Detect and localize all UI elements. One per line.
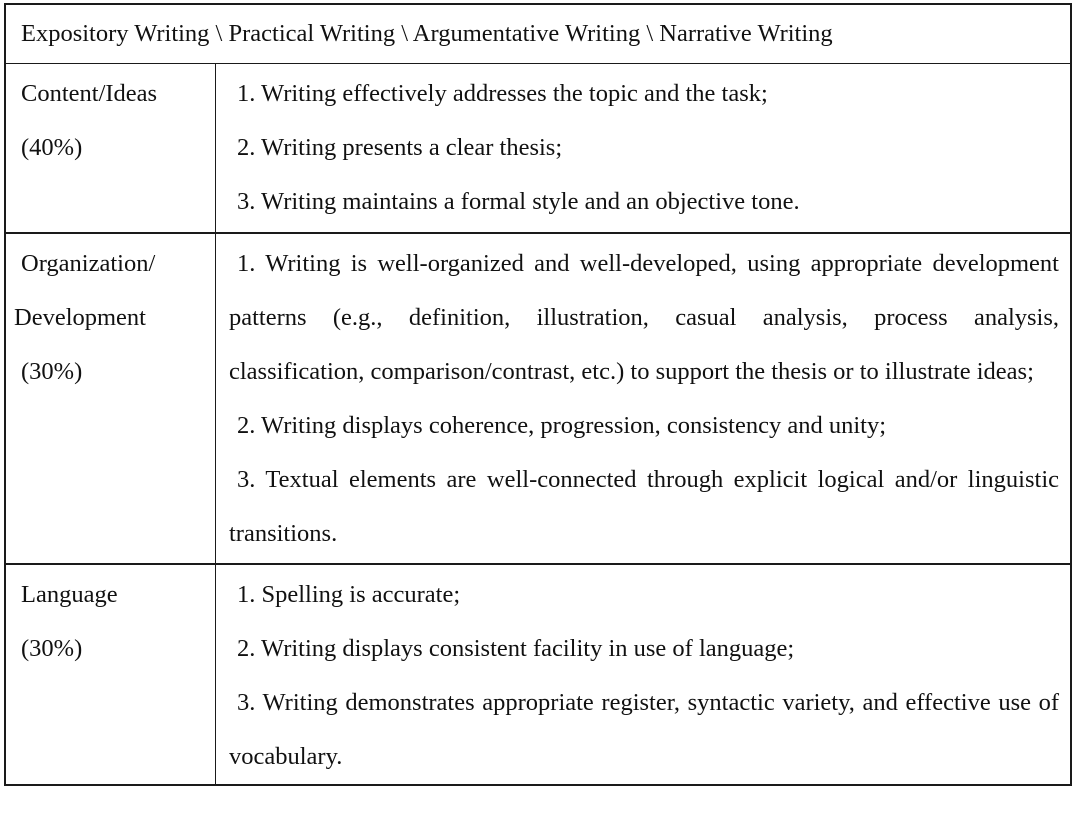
descriptor-item: 2. Writing displays coherence, progression, consistency and unity; [237, 412, 887, 439]
descriptor-item: 2. Writing presents a clear thesis; [237, 134, 563, 161]
criterion-name-continued: Development [14, 304, 146, 331]
descriptor-item: 2. Writing displays consistent facility in use of language; [237, 635, 795, 662]
criterion-cell [6, 565, 216, 784]
descriptor-cell [216, 64, 1070, 232]
rubric-row-content-ideas [6, 64, 1070, 234]
genre-header: Expository Writing \ Practical Writing \ Argumentative Writing \ Narrative Writing [6, 5, 1070, 64]
descriptor-item: 3. Textual elements are well-connected through explicit logical and/or linguistic transitions. [229, 466, 1059, 547]
criterion-cell [6, 64, 216, 232]
criterion-weight: (30%) [21, 358, 83, 385]
descriptor-cell [216, 565, 1070, 784]
criterion-cell [6, 234, 216, 563]
criterion-name: Organization/ [21, 250, 156, 277]
criterion-weight: (40%) [21, 134, 83, 161]
descriptor-item: 3. Writing demonstrates appropriate register, syntactic variety, and effective use of vocabulary. [229, 689, 1059, 770]
criterion-name: Content/Ideas [21, 80, 158, 107]
descriptor-item: 1. Writing effectively addresses the topic and the task; [237, 80, 768, 107]
criterion-name: Language [21, 581, 118, 608]
rubric-row-organization [6, 234, 1070, 565]
descriptor-cell [216, 234, 1070, 563]
descriptor-item: 3. Writing maintains a formal style and an objective tone. [237, 188, 800, 215]
rubric-row-language [6, 565, 1070, 784]
descriptor-item: 1. Spelling is accurate; [237, 581, 461, 608]
criterion-weight: (30%) [21, 635, 83, 662]
descriptor-item: 1. Writing is well-organized and well-developed, using appropriate development patterns (e.g., definition, illustration, casual analysis, process analysis, classification, comparison/contrast, etc.) to support the thesis or to illustrate ideas; [229, 250, 1059, 385]
rubric-table [4, 3, 1072, 786]
